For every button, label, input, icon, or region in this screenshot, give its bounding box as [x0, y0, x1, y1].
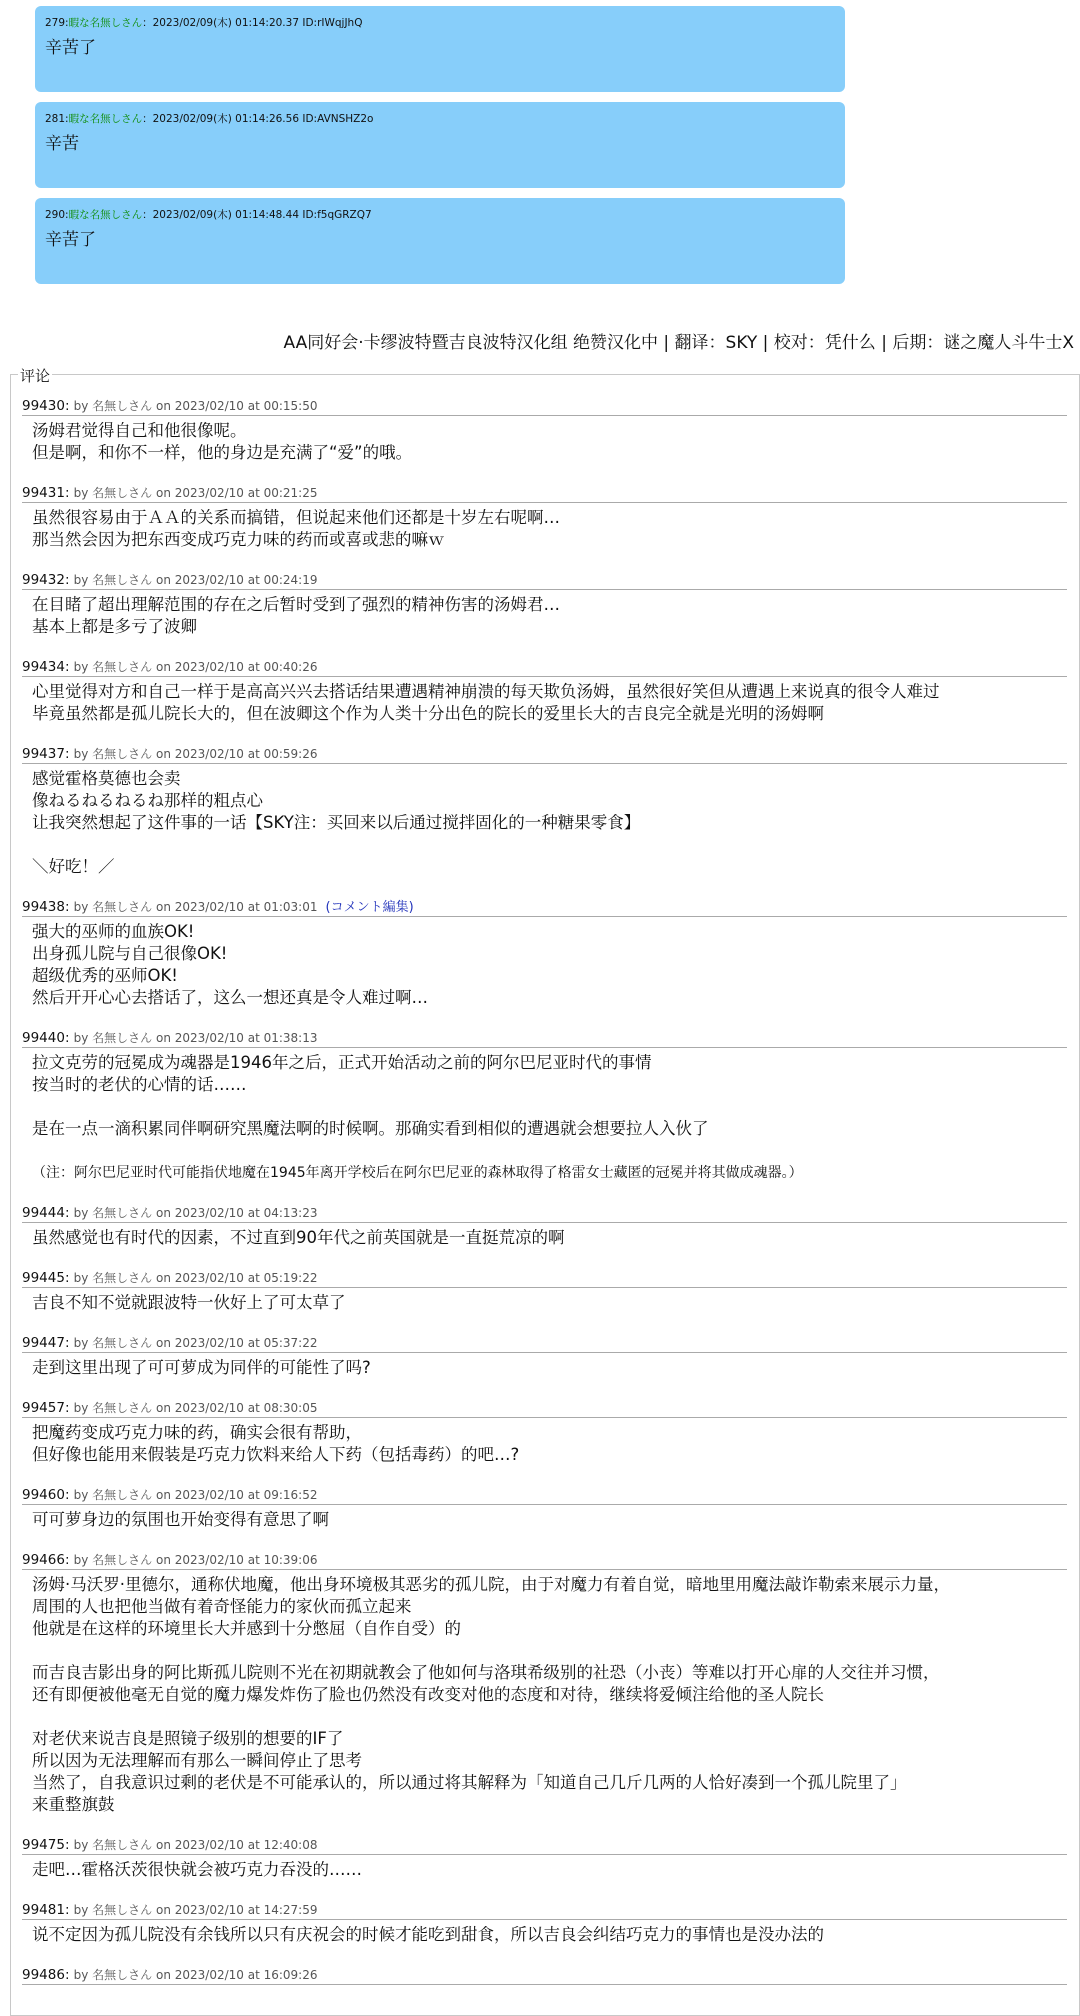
comment-header	[22, 485, 1067, 502]
comment-header	[22, 398, 1067, 415]
comment-body	[22, 1418, 1067, 1466]
comment-body	[22, 1570, 1067, 1816]
comment-header	[22, 1030, 1067, 1047]
comment-line	[32, 834, 1067, 856]
comment-body	[22, 764, 1067, 878]
comment-number: 99466:	[22, 1552, 70, 1568]
comment-meta: by 名無しさん on 2023/02/10 at 08:30:05	[73, 1401, 318, 1415]
comment-body	[22, 1505, 1067, 1531]
comment-header	[22, 1552, 1067, 1569]
comment-line: 把魔药变成巧克力味的药，确实会很有帮助，	[32, 1423, 362, 1442]
post-author[interactable]: 暇な名無しさん	[68, 113, 143, 125]
comment-meta: by 名無しさん on 2023/02/10 at 12:40:08	[73, 1838, 318, 1852]
comment-line: 他就是在这样的环境里长大并感到十分憋屈（自作自受）的	[32, 1619, 461, 1638]
post-body: 辛苦	[45, 134, 79, 154]
comment-number: 99447:	[22, 1335, 70, 1351]
comment-line: 出身孤儿院与自己很像OK!	[32, 944, 228, 963]
post-body: 辛苦了	[45, 38, 96, 58]
comment-line: 感觉霍格莫德也会卖	[32, 769, 181, 788]
comment-divider	[22, 1984, 1067, 1985]
comment-number: 99444:	[22, 1205, 70, 1221]
comment-number: 99430:	[22, 398, 70, 414]
comment-number: 99434:	[22, 659, 70, 675]
comments-list	[22, 398, 1067, 1985]
comment-line: 但是啊，和你不一样，他的身边是充满了“爱”的哦。	[32, 443, 413, 462]
comment-line	[32, 1640, 1067, 1662]
comment-item	[22, 1205, 1067, 1270]
comment-number: 99457:	[22, 1400, 70, 1416]
comment-meta: by 名無しさん on 2023/02/10 at 00:24:19	[73, 573, 318, 587]
comment-line: 超级优秀的巫师OK!	[32, 966, 178, 985]
post-author[interactable]: 暇な名無しさん	[68, 209, 143, 221]
comment-meta: by 名無しさん on 2023/02/10 at 05:37:22	[73, 1336, 318, 1350]
comment-body	[22, 677, 1067, 725]
comment-line	[32, 1706, 1067, 1728]
comment-line: 走吧…霍格沃茨很快就会被巧克力吞没的……	[32, 1860, 362, 1879]
comment-line: 那当然会因为把东西变成巧克力味的药而或喜或悲的嘛ｗ	[32, 530, 445, 549]
comment-line	[32, 1140, 1067, 1162]
comment-meta: by 名無しさん on 2023/02/10 at 00:40:26	[73, 660, 318, 674]
post-header: 290:暇な名無しさん：2023/02/09(木) 01:14:48.44 ID:f5qGRZQ7	[45, 209, 372, 221]
comment-header	[22, 1400, 1067, 1417]
comment-meta: by 名無しさん on 2023/02/10 at 14:27:59	[73, 1903, 318, 1917]
comment-line: 可可萝身边的氛围也开始变得有意思了啊	[32, 1510, 329, 1529]
comment-line: ＼好吃！／	[32, 857, 115, 876]
comment-number: 99431:	[22, 485, 70, 501]
comment-header	[22, 1270, 1067, 1287]
comment-header	[22, 659, 1067, 676]
comment-item	[22, 899, 1067, 1030]
comment-meta: by 名無しさん on 2023/02/10 at 01:38:13	[73, 1031, 318, 1045]
comment-meta: by 名無しさん on 2023/02/10 at 05:19:22	[73, 1271, 318, 1285]
comment-line	[32, 1096, 1067, 1118]
comment-item	[22, 1552, 1067, 1837]
comment-item	[22, 1030, 1067, 1205]
comment-item	[22, 398, 1067, 485]
comment-item	[22, 485, 1067, 572]
comment-number: 99475:	[22, 1837, 70, 1853]
comment-line: 但好像也能用来假装是巧克力饮料来给人下药（包括毒药）的吧…?	[32, 1445, 520, 1464]
comment-number: 99486:	[22, 1967, 70, 1983]
comment-line: 而吉良吉影出身的阿比斯孤儿院则不光在初期就教会了他如何与洛琪希级别的社恐（小丧）等难以打开心扉的人交往并习惯，	[32, 1663, 940, 1682]
comment-line: 汤姆·马沃罗·里德尔，通称伏地魔，他出身环境极其恶劣的孤儿院，由于对魔力有着自觉，暗地里用魔法敲诈勒索来展示力量，	[32, 1575, 950, 1594]
comment-header	[22, 1205, 1067, 1222]
post-header: 279:暇な名無しさん：2023/02/09(木) 01:14:20.37 ID:rIWqjJhQ	[45, 17, 363, 29]
comment-line: 让我突然想起了这件事的一话【SKY注：买回来以后通过搅拌固化的一种糖果零食】	[32, 813, 641, 832]
comment-meta: by 名無しさん on 2023/02/10 at 00:21:25	[73, 486, 318, 500]
comment-item	[22, 1270, 1067, 1335]
comment-meta: by 名無しさん on 2023/02/10 at 16:09:26	[73, 1968, 318, 1982]
comment-header	[22, 1487, 1067, 1504]
comment-line: 基本上都是多亏了波卿	[32, 617, 197, 636]
comment-header	[22, 1837, 1067, 1854]
comment-line: 周围的人也把他当做有着奇怪能力的家伙而孤立起来	[32, 1597, 412, 1616]
comment-number: 99437:	[22, 746, 70, 762]
post-author[interactable]: 暇な名無しさん	[68, 17, 143, 29]
comment-item	[22, 1400, 1067, 1487]
comment-header	[22, 746, 1067, 763]
comment-edit-link[interactable]: (コメント編集)	[325, 900, 414, 915]
comment-line: 然后开开心心去搭话了，这么一想还真是令人难过啊…	[32, 988, 428, 1007]
post-281	[35, 102, 845, 188]
comment-body	[22, 590, 1067, 638]
comment-line: 强大的巫师的血族OK!	[32, 922, 195, 941]
comment-line: 虽然感觉也有时代的因素，不过直到90年代之前英国就是一直挺荒凉的啊	[32, 1228, 565, 1247]
comment-body	[22, 1353, 1067, 1379]
comment-body	[22, 416, 1067, 464]
comment-body	[22, 1855, 1067, 1881]
comment-item	[22, 746, 1067, 899]
comment-header	[22, 899, 1067, 916]
comment-number: 99440:	[22, 1030, 70, 1046]
comment-body	[22, 1048, 1067, 1184]
comment-meta: by 名無しさん on 2023/02/10 at 10:39:06	[73, 1553, 318, 1567]
comment-header	[22, 1335, 1067, 1352]
comment-header	[22, 572, 1067, 589]
comment-body	[22, 503, 1067, 551]
comment-item	[22, 659, 1067, 746]
post-body: 辛苦了	[45, 230, 96, 250]
comment-line: 说不定因为孤儿院没有余钱所以只有庆祝会的时候才能吃到甜食，所以吉良会纠结巧克力的事情也是没办法的	[32, 1925, 824, 1944]
comment-line: 还有即便被他毫无自觉的魔力爆发炸伤了脸也仍然没有改变对他的态度和对待，继续将爱倾注给他的圣人院长	[32, 1685, 824, 1704]
comment-line: 心里觉得对方和自己一样于是高高兴兴去搭话结果遭遇精神崩溃的每天欺负汤姆，虽然很好笑但从遭遇上来说真的很令人难过	[32, 682, 940, 701]
comment-meta: by 名無しさん on 2023/02/10 at 09:16:52	[73, 1488, 318, 1502]
comment-number: 99460:	[22, 1487, 70, 1503]
comment-line: 对老伏来说吉良是照镜子级别的想要的IF了	[32, 1729, 344, 1748]
comment-number: 99438:	[22, 899, 70, 915]
comment-line: 像ねるねるねるね那样的粗点心	[32, 791, 263, 810]
comment-item	[22, 1487, 1067, 1552]
comment-line: 来重整旗鼓	[32, 1795, 115, 1814]
comments-title: 评论	[20, 367, 51, 385]
comment-meta: by 名無しさん on 2023/02/10 at 00:59:26	[73, 747, 318, 761]
comment-line: 所以因为无法理解而有那么一瞬间停止了思考	[32, 1751, 362, 1770]
comment-number: 99445:	[22, 1270, 70, 1286]
comment-item	[22, 1837, 1067, 1902]
comment-meta: by 名無しさん on 2023/02/10 at 04:13:23	[73, 1206, 318, 1220]
comment-item	[22, 1335, 1067, 1400]
comment-header	[22, 1967, 1067, 1984]
comment-item	[22, 1902, 1067, 1967]
comment-body	[22, 1920, 1067, 1946]
comment-line: 在目睹了超出理解范围的存在之后暂时受到了强烈的精神伤害的汤姆君…	[32, 595, 560, 614]
comment-line: 当然了，自我意识过剩的老伏是不可能承认的，所以通过将其解释为「知道自己几斤几两的人恰好凑到一个孤儿院里了」	[32, 1773, 907, 1792]
comment-line: 走到这里出现了可可萝成为同伴的可能性了吗?	[32, 1358, 371, 1377]
comment-line: 毕竟虽然都是孤儿院长大的，但在波卿这个作为人类十分出色的院长的爱里长大的吉良完全就是光明的汤姆啊	[32, 704, 824, 723]
comment-line: 汤姆君觉得自己和他很像呢。	[32, 421, 247, 440]
comment-body	[22, 1288, 1067, 1314]
comment-line: 按当时的老伏的心情的话……	[32, 1075, 247, 1094]
comment-line: 吉良不知不觉就跟波特一伙好上了可太草了	[32, 1293, 346, 1312]
post-290	[35, 198, 845, 284]
comment-number: 99432:	[22, 572, 70, 588]
translation-credits: AA同好会·卡缪波特暨吉良波特汉化组 绝赞汉化中 | 翻译：SKY | 校对：凭什么 | 后期：谜之魔人斗牛士X	[283, 333, 1074, 353]
comment-item	[22, 1967, 1067, 1985]
comment-number: 99481:	[22, 1902, 70, 1918]
post-279	[35, 6, 845, 92]
comment-body	[22, 917, 1067, 1009]
post-header: 281:暇な名無しさん：2023/02/09(木) 01:14:26.56 ID:AVNSHZ2o	[45, 113, 374, 125]
comment-meta: by 名無しさん on 2023/02/10 at 01:03:01	[73, 900, 318, 914]
comment-meta: by 名無しさん on 2023/02/10 at 00:15:50	[73, 399, 318, 413]
comment-line: 虽然很容易由于ＡＡ的关系而搞错，但说起来他们还都是十岁左右呢啊…	[32, 508, 560, 527]
comment-line: 是在一点一滴积累同伴啊研究黑魔法啊的时候啊。那确实看到相似的遭遇就会想要拉人入伙了	[32, 1119, 709, 1138]
comment-line: （注：阿尔巴尼亚时代可能指伏地魔在1945年离开学校后在阿尔巴尼亚的森林取得了格雷女士藏匿的冠冕并将其做成魂器。）	[32, 1165, 803, 1181]
comment-item	[22, 572, 1067, 659]
comment-body	[22, 1223, 1067, 1249]
comment-line: 拉文克劳的冠冕成为魂器是1946年之后，正式开始活动之前的阿尔巴尼亚时代的事情	[32, 1053, 652, 1072]
comment-header	[22, 1902, 1067, 1919]
